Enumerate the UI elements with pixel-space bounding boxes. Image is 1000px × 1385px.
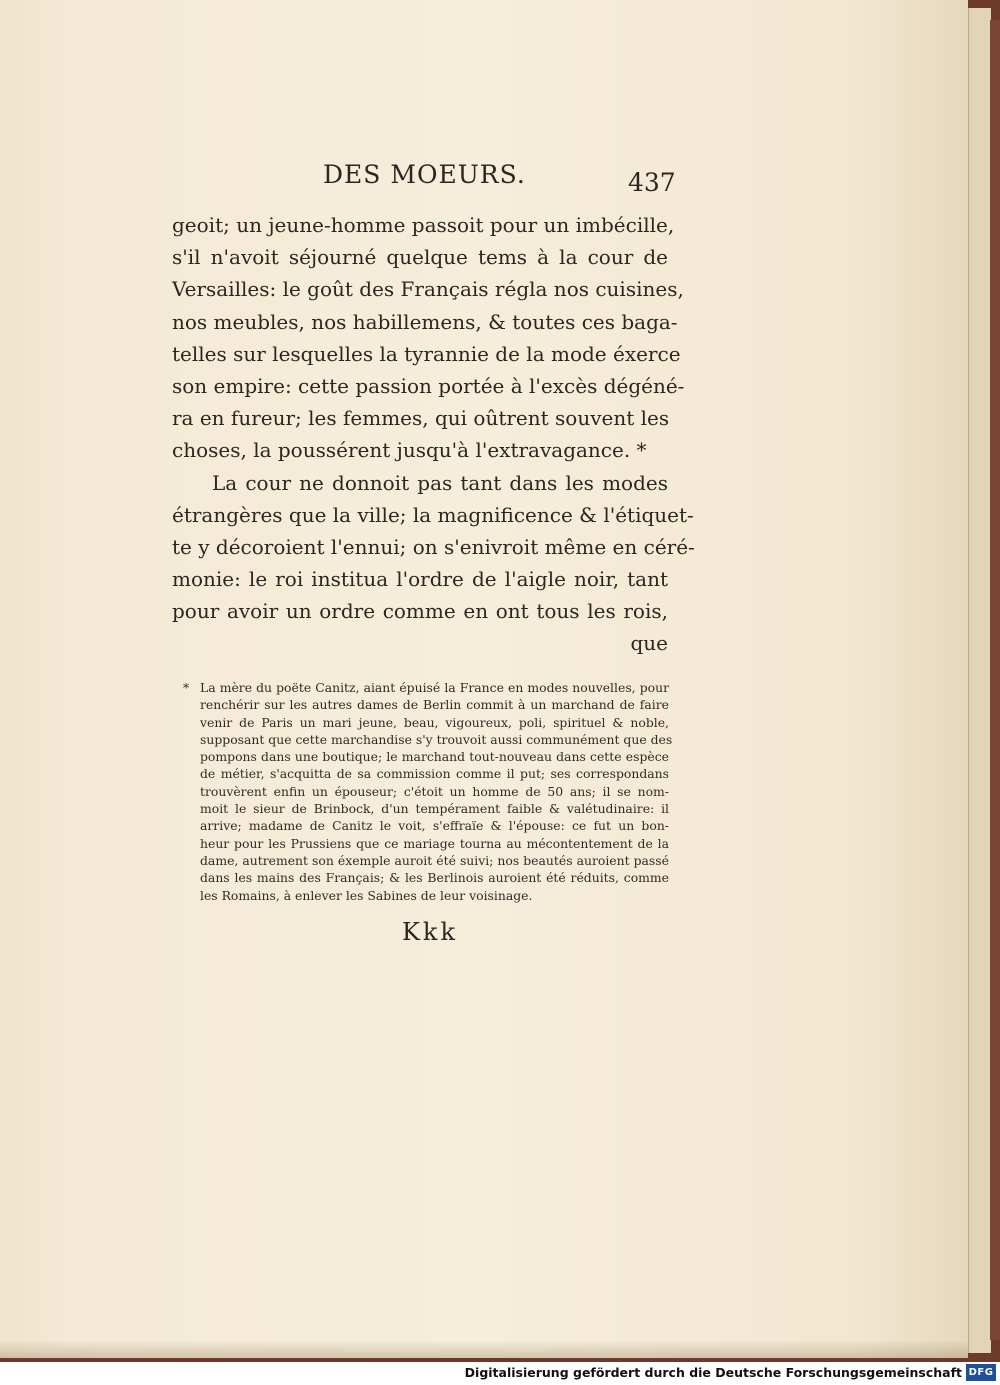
running-head: DES MOEURS.	[323, 160, 526, 189]
footnote-line: dame, autrement son éxemple auroit été suivi; nos beautés auroient passé	[200, 852, 669, 868]
footnote-line-text: La mère du poëte Canitz, aiant épuisé la France en modes nouvelles, pour	[200, 680, 669, 695]
text-line: s'il n'avoit séjourné quelque tems à la cour de	[172, 245, 668, 270]
footnote	[183, 679, 673, 904]
footnote-marker: *	[183, 680, 190, 695]
book-cover-edge	[990, 20, 1000, 1340]
text-line: monie: le roi institua l'ordre de l'aigle noir, tant	[172, 567, 668, 592]
footnote-line: pompons dans une boutique; le marchand tout-nouveau dans cette espèce	[200, 749, 669, 765]
footnote-line	[183, 679, 669, 696]
footnote-line: venir de Paris un mari jeune, beau, vigoureux, poli, spirituel & noble,	[200, 714, 669, 730]
text-line: La cour ne donnoit pas tant dans les modes	[212, 470, 668, 495]
body-text	[172, 209, 695, 660]
text-line: étrangères que la ville; la magnificence & l'étiquet-	[172, 502, 694, 527]
footnote-line: supposant que cette marchandise s'y trouvoit aussi communément que des	[200, 731, 673, 747]
footnote-line: de métier, s'acquitta de sa commission comme il put; ses correspondans	[200, 766, 669, 782]
text-line: geoit; un jeune-homme passoit pour un imbécille,	[172, 213, 675, 237]
footnote-line: trouvèrent enfin un épouseur; c'étoit un homme de 50 ans; il se nom-	[200, 783, 669, 799]
text-line: te y décoroient l'ennui; on s'enivroit même en céré-	[172, 534, 695, 559]
footnote-line: renchérir sur les autres dames de Berlin commit à un marchand de faire	[200, 697, 669, 713]
footnote-line: les Romains, à enlever les Sabines de leur voisinage.	[200, 887, 533, 903]
page-edges	[968, 8, 991, 1353]
footnote-line: arrive; madame de Canitz le voit, s'effraïe & l'épouse: ce fut un bon-	[200, 818, 669, 834]
dfg-logo-icon: DFG	[966, 1364, 996, 1381]
signature-mark: Kkk	[402, 918, 459, 946]
text-line: nos meubles, nos habillemens, & toutes ces baga-	[172, 309, 678, 334]
text-line: Versailles: le goût des Français régla nos cuisines,	[172, 277, 684, 302]
page-number: 437	[628, 168, 676, 197]
text-line: telles sur lesquelles la tyrannie de la mode éxerce	[172, 341, 681, 366]
text-line: choses, la poussérent jusqu'à l'extravagance. *	[172, 438, 647, 463]
footnote-line: dans les mains des Français; & les Berlinois auroient été réduits, comme	[200, 870, 669, 886]
catchword: que	[630, 631, 668, 656]
text-line: son empire: cette passion portée à l'excès dégéné-	[172, 373, 685, 398]
footnote-line: heur pour les Prussiens que ce mariage tourna au mécontentement de la	[200, 835, 669, 851]
footnote-line: moit le sieur de Brinbock, d'un tempérament faible & valétudinaire: il	[200, 801, 669, 817]
text-line: pour avoir un ordre comme en ont tous les rois,	[172, 599, 668, 624]
text-line: ra en fureur; les femmes, qui oûtrent souvent les	[172, 406, 670, 431]
digitization-credit: Digitalisierung gefördert durch die Deutsche Forschungsgemeinschaft	[464, 1365, 962, 1380]
page-bottom-shadow	[0, 1340, 968, 1358]
credit-bar	[0, 1362, 1000, 1385]
